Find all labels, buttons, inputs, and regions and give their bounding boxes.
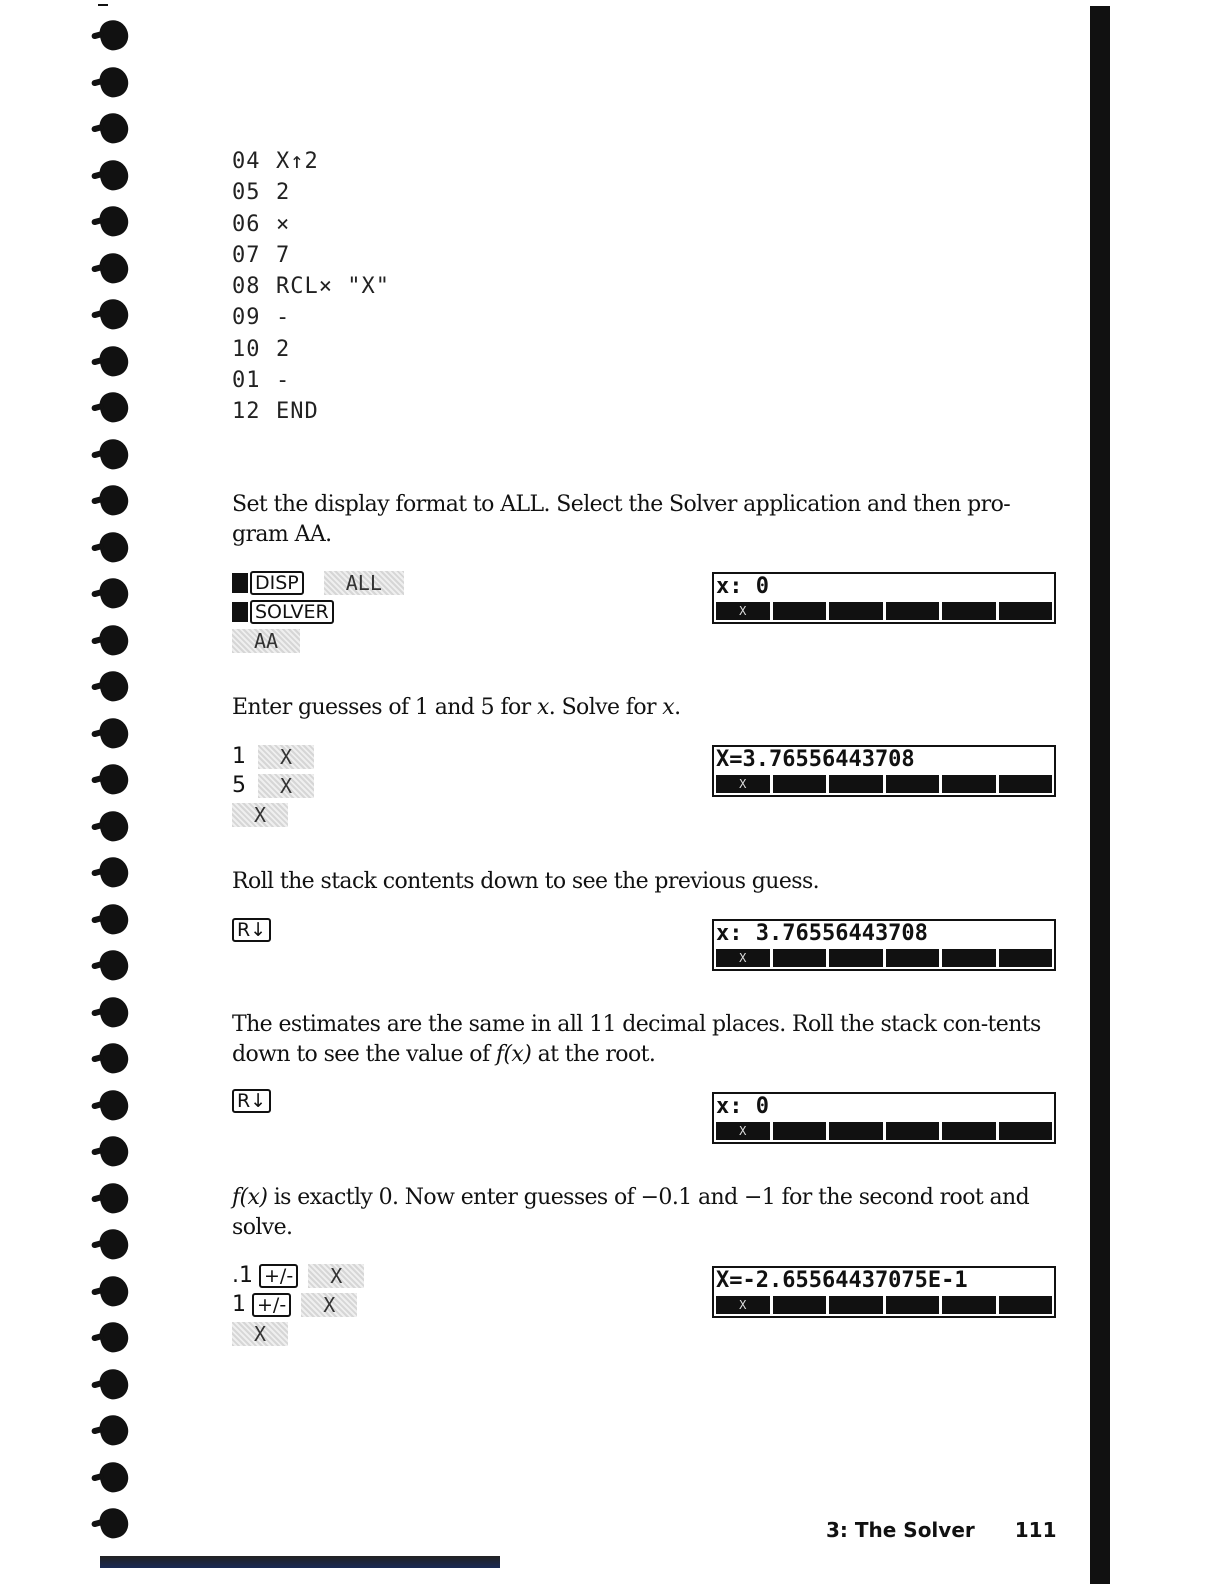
menu-cell: X [716,1122,770,1140]
keystroke-block [232,568,404,655]
keystroke-row [232,915,271,944]
binding-hole-icon [97,1086,132,1122]
menu-cell [942,1122,996,1140]
disp-key[interactable]: DISP [250,571,304,595]
calculator-display [712,919,1056,971]
keystroke-row: 1 X [232,742,314,771]
menu-cell: X [716,775,770,793]
menu-cell [999,775,1053,793]
calculator-display [712,572,1056,624]
display-line: X=-2.65564437075E-1 [716,1268,968,1293]
menu-cell [942,1296,996,1314]
binding-hole-icon [97,389,132,425]
binding-hole-icon [97,1505,132,1541]
instruction-text: Roll the stack contents down to see the previous guess. [232,869,820,894]
binding-hole-icon [97,435,132,471]
binding-hole-icon [97,482,132,518]
menu-cell [773,949,827,967]
all-menu-key[interactable]: ALL [324,571,404,595]
solver-key[interactable]: SOLVER [250,600,334,624]
menu-cell [773,775,827,793]
binding-hole-icon [97,854,132,890]
listing-line: 04 X↑2 [232,149,319,174]
binding-hole-icon [97,575,132,611]
binding-hole-icon [97,342,132,378]
menu-cell [886,949,940,967]
aa-menu-key[interactable]: AA [232,629,300,653]
calculator-display [712,1092,1056,1144]
menu-cell [829,949,883,967]
keystroke-row [232,626,404,655]
binding-hole-icon [97,1365,132,1401]
menu-cell: X [716,1296,770,1314]
menu-cell [829,1296,883,1314]
display-line: x: 3.76556443708 [716,921,928,946]
binding-hole-icon [97,900,132,936]
menu-cell [773,1296,827,1314]
listing-line: 10 2 [232,336,291,362]
page-edge-bottom [100,1556,500,1568]
listing-line: 05 2 [232,180,291,206]
binding-hole-icon [97,1412,132,1448]
binding-hole-icon [97,296,132,332]
menu-cell [886,1296,940,1314]
menu-cell [829,602,883,620]
instruction-text: The estimates are the same in all 11 decimal places. Roll the stack con-tents down to see the value of f(x) at the root. [232,1012,1041,1067]
x-menu-key[interactable]: X [258,774,314,798]
keystroke-row [232,597,404,626]
x-menu-key[interactable]: X [232,1322,288,1346]
keystroke-row [232,1086,271,1115]
display-line: X=3.76556443708 [716,747,915,772]
x-menu-key[interactable]: X [258,745,314,769]
listing-line: 08 RCL× "X" [232,274,390,300]
keystroke-block [232,915,271,944]
binding-hole-icon [97,203,132,239]
instruction-text: Enter guesses of 1 and 5 for x. Solve for x. [232,695,681,720]
binding-hole-icon [97,1272,132,1308]
keystroke-block [232,1086,271,1115]
menu-cell [829,1122,883,1140]
keystroke-row: 1 +/- X [232,1290,364,1319]
program-listing [232,146,390,428]
binding-hole-icon [97,807,132,843]
change-sign-key[interactable]: +/- [252,1293,291,1317]
binding-hole-icon [97,1319,132,1355]
listing-line: 01 - [232,368,291,394]
keystroke-row: .1 +/- X [232,1261,364,1290]
display-line: x: 0 [716,574,769,599]
binding-hole-icon [97,668,132,704]
binding-hole-icon [97,156,132,192]
menu-cell [999,1296,1053,1314]
menu-cell [942,949,996,967]
change-sign-key[interactable]: +/- [259,1264,298,1288]
keystroke-row [232,800,314,829]
menu-cell [942,775,996,793]
binding-hole-icon [97,528,132,564]
page-number: 111 [1014,1518,1057,1542]
binding-hole-icon [97,621,132,657]
x-menu-key[interactable]: X [232,803,288,827]
listing-line: 09 - [232,305,291,331]
binding-hole-icon [97,17,132,53]
binding-hole-icon [97,1458,132,1494]
x-menu-key[interactable]: X [308,1264,364,1288]
menu-cell [886,1122,940,1140]
shift-key-icon [232,602,248,622]
binding-hole-icon [97,947,132,983]
roll-down-key[interactable]: R↓ [232,1089,271,1113]
menu-cell [886,775,940,793]
menu-cell [829,775,883,793]
menu-cell: X [716,949,770,967]
display-menu-row [716,1296,1052,1314]
binding-hole-icon [97,1179,132,1215]
binding-hole-icon [97,714,132,750]
keystroke-row: 5 X [232,771,314,800]
display-menu-row [716,949,1052,967]
page-footer [826,1518,1057,1542]
display-menu-row [716,775,1052,793]
listing-line: 07 7 [232,242,291,268]
instruction-text: f(x) is exactly 0. Now enter guesses of −0.1 and −1 for the second root and solve. [232,1185,1030,1240]
keystroke-row [232,568,404,597]
binding-hole-icon [97,110,132,146]
menu-cell: X [716,602,770,620]
keystroke-row [232,1319,364,1348]
menu-cell [999,602,1053,620]
keystroke-block [232,1261,364,1348]
menu-cell [773,1122,827,1140]
menu-cell [773,602,827,620]
menu-cell [999,949,1053,967]
listing-line: 06 × [232,211,291,237]
binding-hole-icon [97,1226,132,1262]
instruction-text: Set the display format to ALL. Select the Solver application and then pro-gram AA. [232,492,1011,547]
chapter-title: 3: The Solver [826,1518,975,1542]
binding-hole-icon [97,249,132,285]
keystroke-block [232,742,314,829]
menu-cell [942,602,996,620]
display-line: x: 0 [716,1094,769,1119]
binding-hole-icon [97,63,132,99]
binding-hole-icon [97,993,132,1029]
calculator-display [712,745,1056,797]
page-edge-mark [98,4,108,6]
calculator-display [712,1266,1056,1318]
display-menu-row [716,602,1052,620]
binding-hole-icon [97,1040,132,1076]
x-menu-key[interactable]: X [301,1293,357,1317]
menu-cell [886,602,940,620]
display-menu-row [716,1122,1052,1140]
roll-down-key[interactable]: R↓ [232,918,271,942]
shift-key-icon [232,573,248,593]
binding-hole-icon [97,761,132,797]
page-edge-right [1090,6,1110,1584]
listing-line: 12 END [232,399,319,425]
menu-cell [999,1122,1053,1140]
binding-hole-icon [97,1133,132,1169]
